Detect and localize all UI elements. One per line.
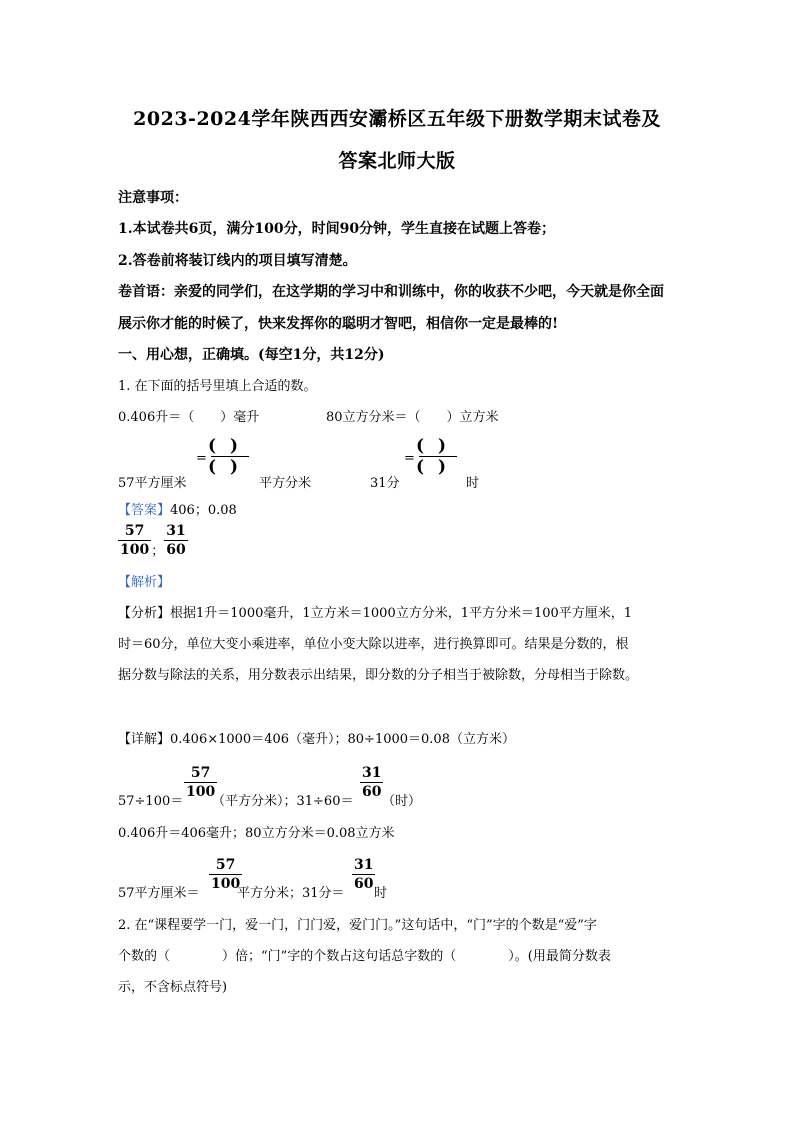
paren-close: ) xyxy=(438,457,461,477)
question-1-d-suffix: 时 xyxy=(466,476,480,491)
detail-fraction-57-100: $\frac{57}{100}$ xyxy=(186,765,216,800)
question-1-blank-a: 0.406升＝（ ）毫升 xyxy=(118,410,260,425)
analysis-line-2: 时＝60分，单位大变小乘进率，单位小变大除以进率，进行换算即可。结果是分数的，根 xyxy=(118,637,629,652)
question-1-c-fraction-blank xyxy=(208,436,252,477)
notes-item-1: 1.本试卷共6页，满分100分，时间90分钟，学生直接在试题上答卷； xyxy=(118,221,556,237)
notes-heading: 注意事项： xyxy=(118,190,188,206)
question-1-blank-b: 80立方分米＝（ ）立方米 xyxy=(326,410,499,425)
detail-fraction-31-60: $\frac{31}{60}$ xyxy=(362,765,382,800)
answer-fraction-2: $\frac{31}{60}$ xyxy=(166,523,186,558)
answer-fractions xyxy=(118,522,188,559)
answer-label: 【答案】 xyxy=(118,503,171,518)
question-1-stem: 1. 在下面的括号里填上合适的数。 xyxy=(118,379,317,394)
analysis-label: 【解析】 xyxy=(118,575,171,590)
question-1-c-equals: = xyxy=(196,451,207,466)
question-1-d-fraction-blank xyxy=(416,436,460,477)
paren-open: ( xyxy=(208,436,231,456)
section-heading: 一、用心想，正确填。(每空1分，共12分) xyxy=(118,347,385,363)
question-2-line-1: 2. 在“课程要学一门，爱一门，门门爱，爱门门。”这句话中，“门”字的个数是“爱”字 xyxy=(118,918,597,933)
paren-close: ) xyxy=(230,436,253,456)
answer-line xyxy=(118,499,237,518)
answer-text: 406；0.08 xyxy=(170,503,237,518)
paren-open: ( xyxy=(416,436,439,456)
paren-open: ( xyxy=(416,457,439,477)
detail-fraction-57-100-b: $\frac{57}{100}$ xyxy=(211,857,241,892)
detail-line-2c: （时） xyxy=(382,794,422,809)
page-title-line2: 答案北师大版 xyxy=(338,150,456,172)
detail-line-3: 0.406升＝406毫升；80立方分米＝0.08立方米 xyxy=(118,826,395,841)
paren-close: ) xyxy=(438,436,461,456)
question-1-d-prefix: 31分 xyxy=(370,476,400,491)
message-line-1: 卷首语：亲爱的同学们，在这学期的学习中和训练中，你的收获不少吧，今天就是你全面 xyxy=(118,284,664,300)
question-1-c-suffix: 平方分米 xyxy=(259,476,312,491)
analysis-line-1: 【分析】根据1升＝1000毫升，1立方米＝1000立方分米，1平方分米＝100平方厘米，1 xyxy=(118,606,633,621)
question-1-d-equals: = xyxy=(404,451,415,466)
question-2-line-3: 示，不含标点符号) xyxy=(118,980,228,995)
detail-line-2b: （平方分米）；31÷60＝ xyxy=(212,794,354,809)
answer-separator: ； xyxy=(151,544,165,559)
message-line-2: 展示你才能的时候了，快来发挥你的聪明才智吧，相信你一定是最棒的! xyxy=(118,316,559,332)
detail-line-1: 【详解】0.406×1000＝406（毫升）；80÷1000＝0.08（立方米） xyxy=(118,732,515,747)
question-2-line-2: 个数的（ ）倍；“门”字的个数占这句话总字数的（ ）。(用最简分数表 xyxy=(118,949,611,964)
paren-close: ) xyxy=(230,457,253,477)
detail-line-4b: 平方分米；31分＝ xyxy=(237,886,345,901)
detail-line-2a: 57÷100＝ xyxy=(118,794,184,809)
analysis-line-3: 据分数与除法的关系，用分数表示出结果，即分数的分子相当于被除数，分母相当于除数。 xyxy=(118,668,639,683)
page-title-line1: 2023-2024学年陕西西安灞桥区五年级下册数学期末试卷及 xyxy=(133,108,661,130)
detail-fraction-31-60-b: $\frac{31}{60}$ xyxy=(354,857,374,892)
detail-line-4c: 时 xyxy=(374,886,388,901)
answer-fraction-1: $\frac{57}{100}$ xyxy=(120,523,150,558)
paren-open: ( xyxy=(208,457,231,477)
question-1-c-prefix: 57平方厘米 xyxy=(118,476,187,491)
detail-line-4a: 57平方厘米＝ xyxy=(118,886,200,901)
notes-item-2: 2.答卷前将装订线内的项目填写清楚。 xyxy=(118,253,357,269)
